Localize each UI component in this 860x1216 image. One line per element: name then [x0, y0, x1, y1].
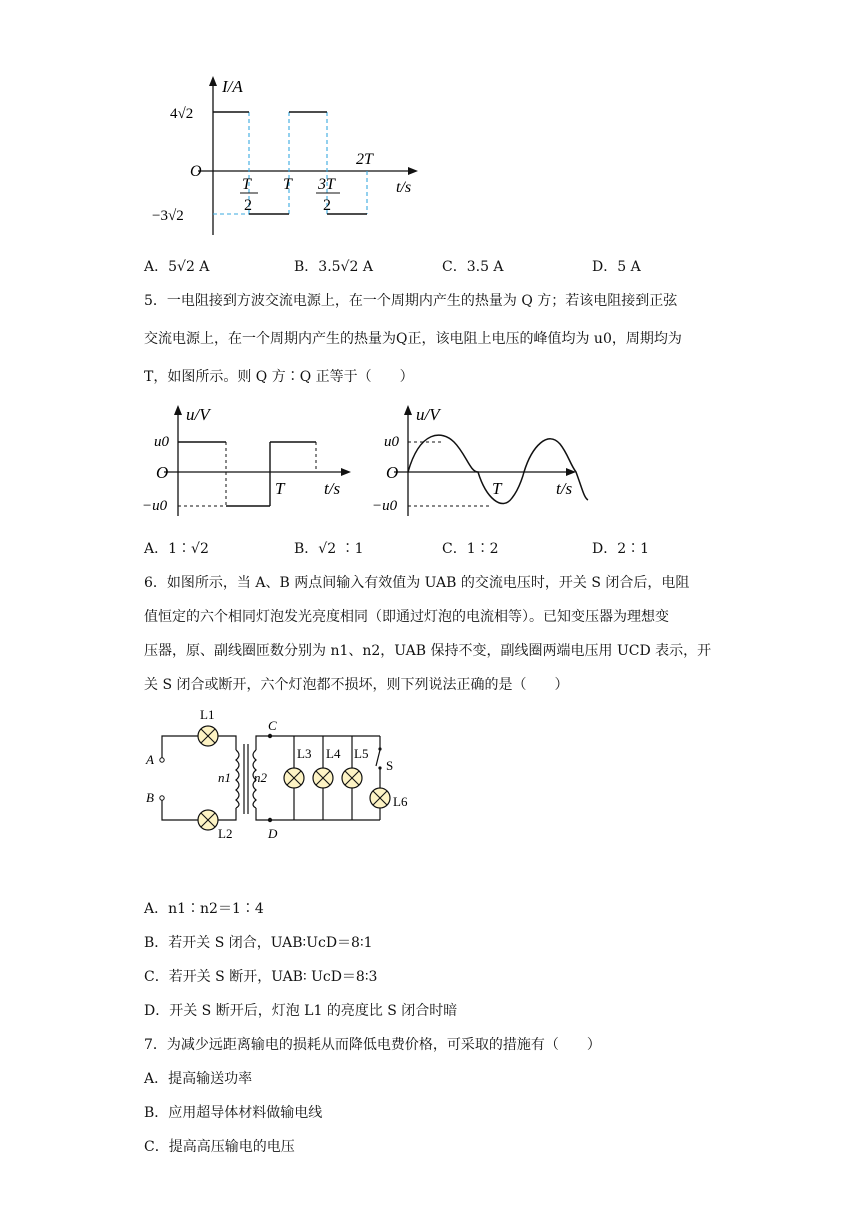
- transformer-circuit-figure: [140, 704, 420, 844]
- q6-stem-line2: 值恒定的六个相同灯泡发光亮度相同（即通过灯泡的电流相等）。已知变压器为理想变: [144, 609, 669, 625]
- q6-option-c[interactable]: C．若开关 S 断开，UAB∶ UcD＝8∶3: [144, 969, 378, 985]
- q5-options: [144, 538, 704, 558]
- x-axis-label: t/s: [396, 179, 412, 196]
- left-T-label: T: [275, 479, 285, 498]
- q5-option-a[interactable]: A．1∶√2: [144, 541, 209, 557]
- right-T-label: T: [492, 479, 502, 498]
- D-label: D: [268, 826, 278, 841]
- left-neg-u0-label: −u0: [142, 498, 168, 514]
- q6-option-a[interactable]: A．n1∶n2＝1∶4: [144, 901, 264, 917]
- q5-option-b[interactable]: B．√2 ∶1: [294, 541, 364, 557]
- q5-stem-line2: 交流电源上，在一个周期内产生的热量为Q正，该电阻上电压的峰值均为 u0，周期均为: [144, 331, 682, 347]
- q7-stem: 7．为减少远距离输电的损耗从而降低电费价格，可采取的措施有（ ）: [144, 1037, 601, 1053]
- tick-2T: 2T: [356, 151, 373, 168]
- q6-option-d[interactable]: D．开关 S 断开后，灯泡 L1 的亮度比 S 闭合时暗: [144, 1003, 458, 1019]
- q4-option-a[interactable]: A．5√2 A: [144, 259, 210, 275]
- q6-stem-line1: 6．如图所示，当 A、B 两点间输入有效值为 UAB 的交流电压时，开关 S 闭合后，电阻: [144, 575, 690, 591]
- B-label: B: [146, 790, 154, 805]
- left-origin-label: O: [156, 463, 169, 482]
- q5-stem-line3: T，如图所示。则 Q 方∶Q 正等于（ ）: [144, 369, 414, 385]
- L1-label: L1: [200, 707, 215, 722]
- y-pos-label: 4√2: [170, 106, 194, 122]
- left-x-axis-label: t/s: [324, 479, 341, 498]
- q4-option-b[interactable]: B．3.5√2 A: [294, 259, 373, 275]
- C-label: C: [268, 718, 277, 733]
- square-and-sine-voltage-figure: [140, 402, 590, 522]
- tick-T: T: [283, 176, 292, 193]
- tick-3half-T-den: 2: [323, 197, 331, 214]
- n1-label: n1: [218, 770, 231, 785]
- A-label: A: [146, 752, 154, 767]
- right-y-axis-label: u/V: [416, 405, 440, 424]
- right-u0-label: u0: [384, 434, 399, 450]
- L4-label: L4: [326, 746, 341, 761]
- q7-option-b[interactable]: B．应用超导体材料做输电线: [144, 1105, 323, 1121]
- L2-label: L2: [218, 826, 233, 841]
- q5-option-c[interactable]: C．1∶2: [442, 541, 499, 557]
- left-u0-label: u0: [154, 434, 169, 450]
- y-neg-label: −3√2: [152, 208, 184, 224]
- q4-option-d[interactable]: D．5 A: [592, 259, 641, 275]
- q6-option-b[interactable]: B．若开关 S 闭合，UAB∶UcD＝8∶1: [144, 935, 373, 951]
- q7-option-a[interactable]: A．提高输送功率: [144, 1071, 253, 1087]
- q5-option-d[interactable]: D．2∶1: [592, 541, 650, 557]
- origin-label: O: [190, 163, 202, 180]
- q6-stem-line4: 关 S 闭合或断开，六个灯泡都不损坏，则下列说法正确的是（ ）: [144, 677, 569, 693]
- right-origin-label: O: [386, 463, 399, 482]
- square-wave-current-figure: [150, 70, 430, 245]
- right-neg-u0-label: −u0: [372, 498, 398, 514]
- L3-label: L3: [297, 746, 312, 761]
- q7-option-c[interactable]: C．提高高压输电的电压: [144, 1139, 295, 1155]
- left-y-axis-label: u/V: [186, 405, 210, 424]
- L6-label: L6: [393, 794, 408, 809]
- q4-option-c[interactable]: C．3.5 A: [442, 259, 504, 275]
- right-x-axis-label: t/s: [556, 479, 573, 498]
- tick-3half-T-num: 3T: [318, 176, 335, 193]
- y-axis-label: I/A: [222, 77, 243, 96]
- L5-label: L5: [354, 746, 369, 761]
- q6-stem-line3: 压器，原、副线圈匝数分别为 n1、n2，UAB 保持不变，副线圈两端电压用 UCD 表示，开: [144, 643, 712, 659]
- S-label: S: [386, 758, 394, 773]
- n2-label: n2: [254, 770, 267, 785]
- q4-options: [144, 256, 704, 276]
- q5-stem-line1: 5．一电阻接到方波交流电源上，在一个周期内产生的热量为 Q 方；若该电阻接到正弦: [144, 293, 678, 309]
- tick-half-T-den: 2: [244, 197, 252, 214]
- tick-half-T-num: T: [242, 176, 251, 193]
